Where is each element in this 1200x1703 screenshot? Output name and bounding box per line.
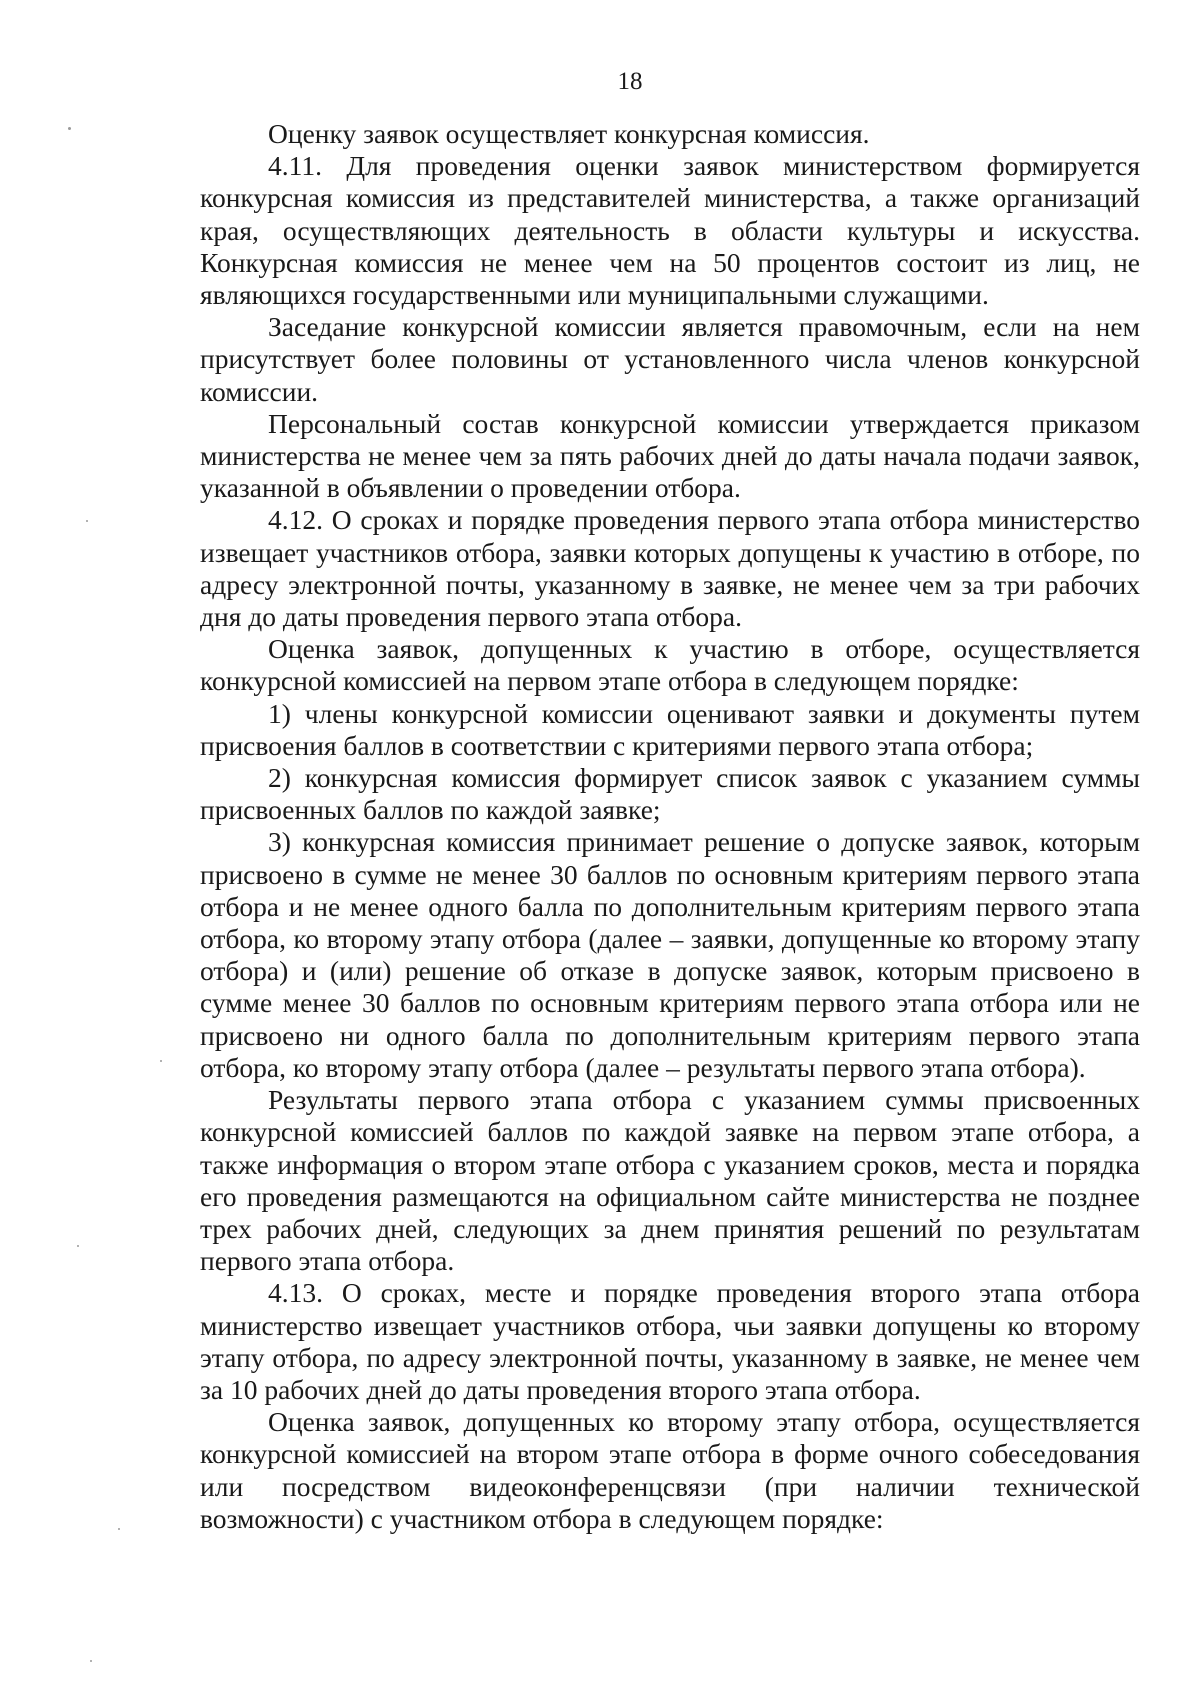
page-number: 18 xyxy=(617,68,643,95)
paragraph-first-stage-order: Оценка заявок, допущенных к участию в отборе, осуществляется конкурсной комиссией на первом этапе отбора в следующем порядке: xyxy=(200,633,1140,697)
scan-speck xyxy=(160,1060,162,1062)
scan-speck xyxy=(90,1660,92,1662)
scan-speck xyxy=(86,520,88,522)
document-body xyxy=(200,118,1140,1535)
list-item-3: 3) конкурсная комиссия принимает решение о допуске заявок, которым присвоено в сумме не менее 30 баллов по основным критериям первого этапа отбора и не менее одного балла по дополнительным критериям первого этапа отбора, ко второму этапу отбора (далее – заявки, допущенные ко второму этапу отбора) и (или) решение об отказе в допуске заявок, которым присвоено в сумме менее 30 баллов по основным критериям первого этапа отбора или не присвоено ни одного балла по дополнительным критериям первого этапа отбора, ко второму этапу отбора (далее – результаты первого этапа отбора). xyxy=(200,826,1140,1083)
scan-speck xyxy=(77,1245,79,1247)
paragraph-quorum: Заседание конкурсной комиссии является правомочным, если на нем присутствует более половины от установленного числа членов конкурсной комиссии. xyxy=(200,311,1140,407)
paragraph-evaluation-intro: Оценку заявок осуществляет конкурсная комиссия. xyxy=(268,118,870,149)
list-item-2: 2) конкурсная комиссия формирует список заявок с указанием суммы присвоенных баллов по каждой заявке; xyxy=(200,762,1140,826)
paragraph-4-12: 4.12. О сроках и порядке проведения первого этапа отбора министерство извещает участников отбора, заявки которых допущены к участию в отборе, по адресу электронной почты, указанному в заявке, не менее чем за три рабочих дня до даты проведения первого этапа отбора. xyxy=(200,504,1140,633)
scan-speck xyxy=(118,1528,120,1530)
scan-speck xyxy=(68,127,71,130)
paragraph-composition: Персональный состав конкурсной комиссии утверждается приказом министерства не менее чем за пять рабочих дней до даты начала подачи заявок, указанной в объявлении о проведении отбора. xyxy=(200,407,1140,504)
paragraph-4-13: 4.13. О сроках, месте и порядке проведения второго этапа отбора министерство извещает участников отбора, чьи заявки допущены ко второму этапу отбора, по адресу электронной почты, указанному в заявке, не менее чем за 10 рабочих дней до даты проведения второго этапа отбора. xyxy=(200,1277,1140,1405)
paragraph-first-stage-results: Результаты первого этапа отбора с указанием суммы присвоенных конкурсной комиссией баллов по каждой заявке на первом этапе отбора, а также информация о втором этапе отбора с указанием сроков, места и порядка его проведения размещаются на официальном сайте министерства не позднее трех рабочих дней, следующих за днем принятия решений по результатам первого этапа отбора. xyxy=(200,1084,1140,1277)
paragraph-second-stage-order: Оценка заявок, допущенных ко второму этапу отбора, осуществляется конкурсной комиссией на втором этапе отбора в форме очного собеседования или посредством видеоконференцсвязи (при наличии технической возможности) с участником отбора в следующем порядке: xyxy=(200,1406,1140,1534)
list-item-1: 1) члены конкурсной комиссии оценивают заявки и документы путем присвоения баллов в соответствии с критериями первого этапа отбора; xyxy=(200,697,1140,761)
paragraph-4-11: 4.11. Для проведения оценки заявок министерством формируется конкурсная комиссия из представителей министерства, а также организаций края, осуществляющих деятельность в области культуры и искусства. Конкурсная комиссия не менее чем на 50 процентов состоит из лиц, не являющихся государственными или муниципальными служащими. xyxy=(200,150,1140,311)
